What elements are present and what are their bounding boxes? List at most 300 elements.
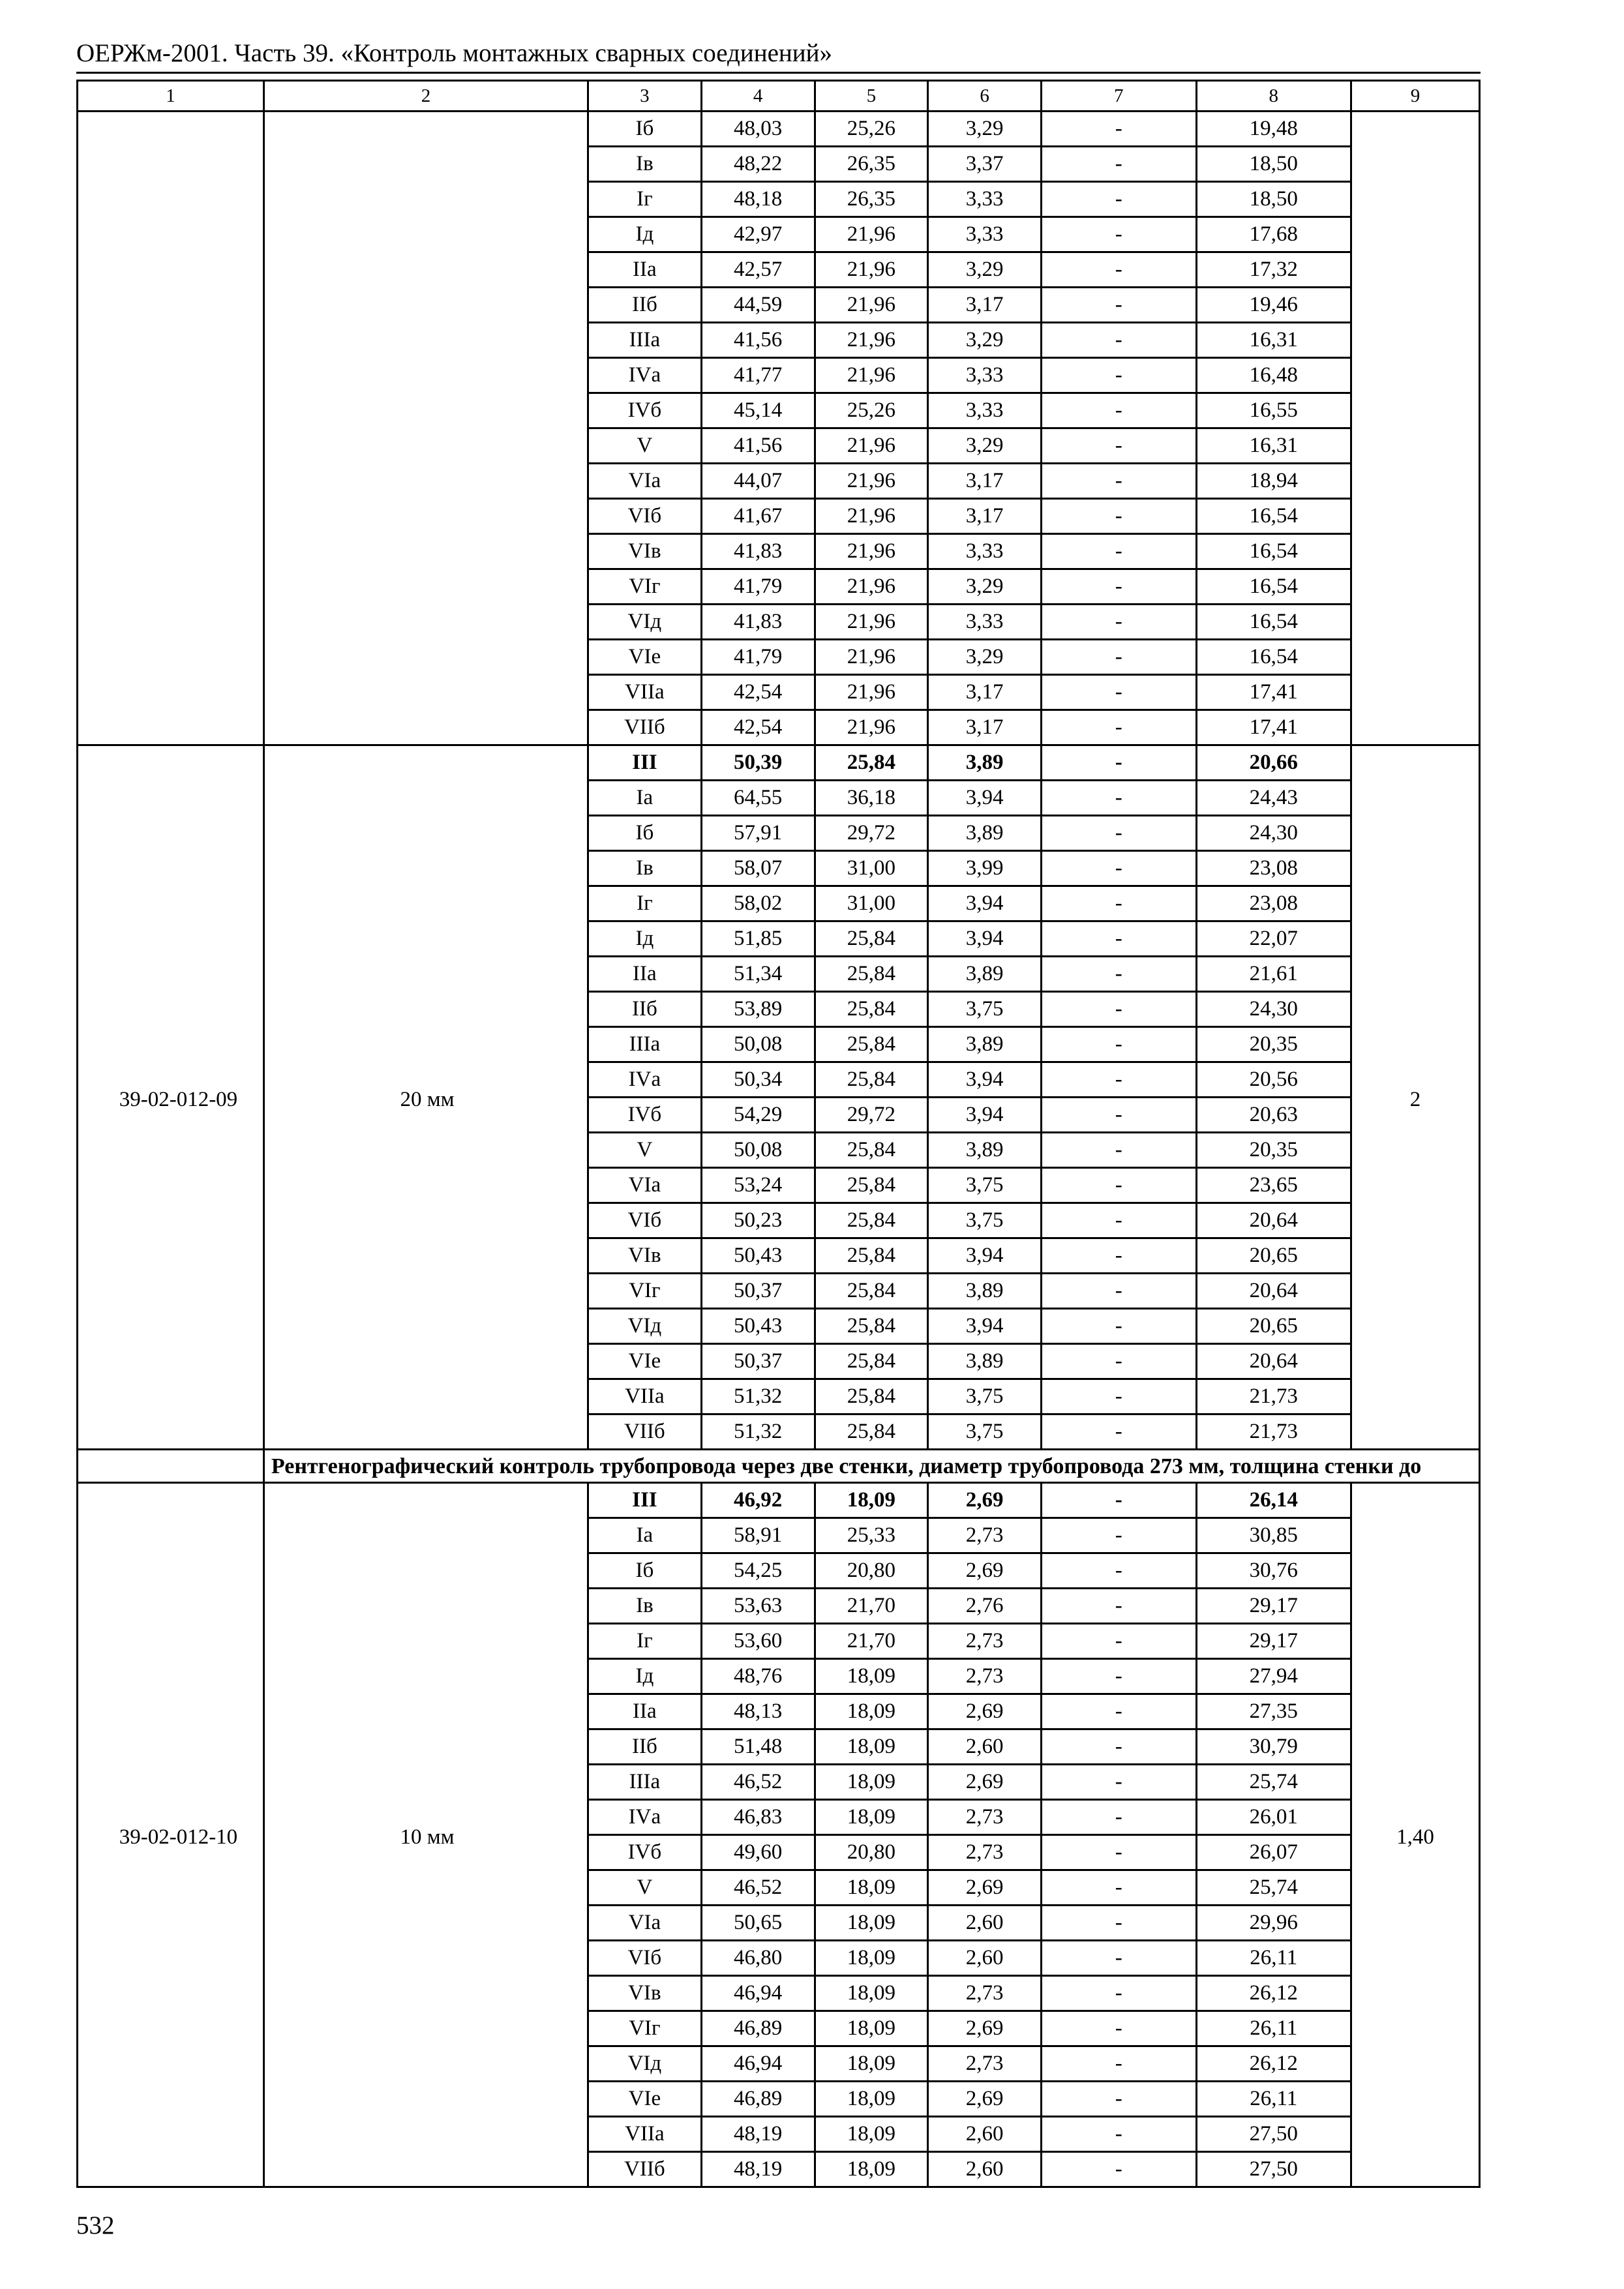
labor-cost: 18,09 — [815, 1483, 928, 1518]
labor-cost: 25,84 — [815, 992, 928, 1027]
machine-cost: 3,94 — [928, 886, 1042, 921]
zone-category: Iв — [588, 147, 702, 182]
zone-category: IVб — [588, 393, 702, 428]
labor-cost: 21,96 — [815, 569, 928, 605]
zone-category: Iб — [588, 1553, 702, 1589]
machine-wages: - — [1042, 1941, 1197, 1976]
zone-category: Iб — [588, 112, 702, 147]
machine-wages: - — [1042, 605, 1197, 640]
materials-cost: 17,41 — [1196, 675, 1351, 710]
labor-cost: 18,09 — [815, 1729, 928, 1765]
labor-cost: 18,09 — [815, 1906, 928, 1941]
machine-wages: - — [1042, 428, 1197, 464]
labor-cost: 21,96 — [815, 499, 928, 534]
total-cost: 44,59 — [701, 288, 815, 323]
zone-category: Iг — [588, 1624, 702, 1659]
machine-wages: - — [1042, 464, 1197, 499]
zone-category: VIе — [588, 1344, 702, 1379]
column-number: 5 — [815, 81, 928, 112]
materials-cost: 22,07 — [1196, 921, 1351, 957]
materials-cost: 16,54 — [1196, 499, 1351, 534]
machine-cost: 3,37 — [928, 147, 1042, 182]
zone-category: VIд — [588, 1309, 702, 1344]
total-cost: 51,48 — [701, 1729, 815, 1765]
materials-cost: 29,17 — [1196, 1589, 1351, 1624]
machine-wages: - — [1042, 1976, 1197, 2011]
zone-category: VIг — [588, 1274, 702, 1309]
materials-cost: 26,11 — [1196, 2082, 1351, 2117]
materials-cost: 27,35 — [1196, 1694, 1351, 1729]
zone-category: IVа — [588, 358, 702, 393]
zone-category: III — [588, 1483, 702, 1518]
machine-cost: 3,75 — [928, 1379, 1042, 1414]
labor-cost: 18,09 — [815, 1870, 928, 1906]
machine-wages: - — [1042, 1309, 1197, 1344]
machine-wages: - — [1042, 1659, 1197, 1694]
labor-cost: 18,09 — [815, 2011, 928, 2046]
total-cost: 50,34 — [701, 1062, 815, 1098]
machine-wages: - — [1042, 182, 1197, 217]
machine-wages: - — [1042, 781, 1197, 816]
labor-cost: 36,18 — [815, 781, 928, 816]
materials-cost: 29,96 — [1196, 1906, 1351, 1941]
machine-cost: 3,99 — [928, 851, 1042, 886]
machine-wages: - — [1042, 1344, 1197, 1379]
machine-cost: 3,89 — [928, 1344, 1042, 1379]
machine-cost: 2,60 — [928, 2152, 1042, 2187]
table-row — [78, 1483, 1480, 1518]
labor-cost: 25,26 — [815, 112, 928, 147]
machine-cost: 2,69 — [928, 1483, 1042, 1518]
total-cost: 51,85 — [701, 921, 815, 957]
machine-cost: 3,75 — [928, 992, 1042, 1027]
machine-cost: 2,60 — [928, 1729, 1042, 1765]
machine-wages: - — [1042, 1098, 1197, 1133]
page-number: 532 — [76, 2211, 115, 2239]
materials-cost: 30,79 — [1196, 1729, 1351, 1765]
labor-cost: 25,33 — [815, 1518, 928, 1553]
machine-cost: 2,73 — [928, 1659, 1042, 1694]
machine-wages: - — [1042, 147, 1197, 182]
materials-cost: 16,48 — [1196, 358, 1351, 393]
machine-cost: 3,29 — [928, 252, 1042, 288]
machine-cost: 3,33 — [928, 605, 1042, 640]
machine-wages: - — [1042, 957, 1197, 992]
zone-category: VIе — [588, 2082, 702, 2117]
machine-cost: 3,33 — [928, 358, 1042, 393]
machine-wages: - — [1042, 921, 1197, 957]
labor-cost: 21,96 — [815, 217, 928, 252]
total-cost: 58,02 — [701, 886, 815, 921]
materials-cost: 25,74 — [1196, 1870, 1351, 1906]
machine-cost: 3,94 — [928, 1062, 1042, 1098]
machine-cost: 2,73 — [928, 1518, 1042, 1553]
machine-wages: - — [1042, 2117, 1197, 2152]
column-number: 7 — [1042, 81, 1197, 112]
labor-cost: 18,09 — [815, 2046, 928, 2082]
machine-cost: 3,17 — [928, 288, 1042, 323]
zone-category: V — [588, 1133, 702, 1168]
machine-cost: 3,29 — [928, 569, 1042, 605]
machine-cost: 3,75 — [928, 1168, 1042, 1203]
zone-category: IVб — [588, 1835, 702, 1870]
materials-cost: 29,17 — [1196, 1624, 1351, 1659]
labor-cost: 18,09 — [815, 1941, 928, 1976]
labor-cost: 25,84 — [815, 1238, 928, 1274]
zone-category: IVб — [588, 1098, 702, 1133]
total-cost: 64,55 — [701, 781, 815, 816]
total-cost: 54,25 — [701, 1553, 815, 1589]
labor-cost: 25,84 — [815, 745, 928, 781]
total-cost: 50,43 — [701, 1309, 815, 1344]
total-cost: 41,77 — [701, 358, 815, 393]
total-cost: 42,57 — [701, 252, 815, 288]
column-number: 6 — [928, 81, 1042, 112]
total-cost: 50,37 — [701, 1344, 815, 1379]
materials-cost: 23,08 — [1196, 886, 1351, 921]
page-header: ОЕРЖм-2001. Часть 39. «Контроль монтажных сварных соединений» — [76, 39, 832, 67]
labor-cost: 21,96 — [815, 288, 928, 323]
zone-category: VIд — [588, 2046, 702, 2082]
materials-cost: 16,54 — [1196, 640, 1351, 675]
machine-cost: 2,69 — [928, 1765, 1042, 1800]
column-number: 2 — [263, 81, 588, 112]
total-cost: 50,37 — [701, 1274, 815, 1309]
labor-cost: 18,09 — [815, 2152, 928, 2187]
labor-cost: 21,96 — [815, 323, 928, 358]
labor-cost: 31,00 — [815, 851, 928, 886]
total-cost: 48,22 — [701, 147, 815, 182]
zone-category: Iа — [588, 1518, 702, 1553]
machine-wages: - — [1042, 816, 1197, 851]
labor-cost: 21,96 — [815, 534, 928, 569]
section-blank-cell — [78, 1450, 264, 1483]
total-cost: 53,63 — [701, 1589, 815, 1624]
labor-cost: 21,96 — [815, 605, 928, 640]
labor-cost: 18,09 — [815, 1659, 928, 1694]
materials-cost: 27,94 — [1196, 1659, 1351, 1694]
header-rule — [76, 72, 1481, 74]
materials-cost: 26,11 — [1196, 2011, 1351, 2046]
machine-cost: 3,17 — [928, 675, 1042, 710]
machine-wages: - — [1042, 569, 1197, 605]
zone-category: III — [588, 745, 702, 781]
labor-cost: 25,84 — [815, 921, 928, 957]
machine-cost: 2,69 — [928, 1694, 1042, 1729]
materials-cost: 20,64 — [1196, 1203, 1351, 1238]
labor-cost: 21,96 — [815, 710, 928, 745]
labor-cost: 18,09 — [815, 1765, 928, 1800]
machine-cost: 2,73 — [928, 1835, 1042, 1870]
zone-category: VIIа — [588, 2117, 702, 2152]
materials-cost: 19,46 — [1196, 288, 1351, 323]
total-cost: 51,32 — [701, 1414, 815, 1450]
machine-wages: - — [1042, 1589, 1197, 1624]
zone-category: VIг — [588, 569, 702, 605]
machine-cost: 3,89 — [928, 957, 1042, 992]
machine-wages: - — [1042, 499, 1197, 534]
total-cost: 46,94 — [701, 1976, 815, 2011]
wall-thickness: 10 мм — [263, 1483, 588, 2187]
table-row — [78, 745, 1480, 781]
total-cost: 50,08 — [701, 1027, 815, 1062]
machine-wages: - — [1042, 358, 1197, 393]
zone-category: VIIа — [588, 675, 702, 710]
total-cost: 42,54 — [701, 710, 815, 745]
total-cost: 46,89 — [701, 2011, 815, 2046]
total-cost: 41,56 — [701, 428, 815, 464]
materials-cost: 16,31 — [1196, 323, 1351, 358]
machine-cost: 3,29 — [928, 112, 1042, 147]
labor-cost: 26,35 — [815, 182, 928, 217]
rate-code: 39-02-012-09 — [78, 745, 264, 1450]
zone-category: VIб — [588, 1941, 702, 1976]
materials-cost: 26,11 — [1196, 1941, 1351, 1976]
zone-category: VIа — [588, 1906, 702, 1941]
materials-cost: 26,12 — [1196, 1976, 1351, 2011]
machine-cost: 3,94 — [928, 1238, 1042, 1274]
zone-category: IIб — [588, 992, 702, 1027]
labor-cost: 29,72 — [815, 816, 928, 851]
labor-cost: 20,80 — [815, 1553, 928, 1589]
machine-wages: - — [1042, 112, 1197, 147]
materials-cost: 24,30 — [1196, 992, 1351, 1027]
total-cost: 46,89 — [701, 2082, 815, 2117]
labor-cost: 21,96 — [815, 640, 928, 675]
materials-cost: 16,54 — [1196, 569, 1351, 605]
machine-cost: 2,73 — [928, 2046, 1042, 2082]
zone-category: IIб — [588, 288, 702, 323]
zone-category: VIб — [588, 499, 702, 534]
labor-cost: 29,72 — [815, 1098, 928, 1133]
machine-wages: - — [1042, 1062, 1197, 1098]
machine-cost: 3,17 — [928, 464, 1042, 499]
total-cost: 50,65 — [701, 1906, 815, 1941]
materials-cost: 24,43 — [1196, 781, 1351, 816]
total-cost: 48,18 — [701, 182, 815, 217]
labor-cost: 26,35 — [815, 147, 928, 182]
zone-category: Iд — [588, 217, 702, 252]
section-row — [78, 1450, 1480, 1483]
zone-category: Iб — [588, 816, 702, 851]
total-cost: 41,79 — [701, 569, 815, 605]
labor-cost: 25,84 — [815, 1379, 928, 1414]
machine-cost: 2,69 — [928, 2082, 1042, 2117]
machine-cost: 3,89 — [928, 1133, 1042, 1168]
column-number: 8 — [1196, 81, 1351, 112]
labor-cost: 18,09 — [815, 2082, 928, 2117]
labor-cost: 21,96 — [815, 358, 928, 393]
labor-cost: 25,84 — [815, 957, 928, 992]
total-cost: 45,14 — [701, 393, 815, 428]
labor-cost: 20,80 — [815, 1835, 928, 1870]
materials-cost: 20,64 — [1196, 1274, 1351, 1309]
labor-cost: 31,00 — [815, 886, 928, 921]
labor-cost: 18,09 — [815, 2117, 928, 2152]
labor-cost: 25,26 — [815, 393, 928, 428]
machine-cost: 2,73 — [928, 1800, 1042, 1835]
total-cost: 44,07 — [701, 464, 815, 499]
total-cost: 57,91 — [701, 816, 815, 851]
machine-cost: 3,33 — [928, 393, 1042, 428]
machine-wages: - — [1042, 710, 1197, 745]
machine-wages: - — [1042, 393, 1197, 428]
machine-cost: 2,73 — [928, 1976, 1042, 2011]
materials-cost: 26,12 — [1196, 2046, 1351, 2082]
coefficient: 1,40 — [1351, 1483, 1480, 2187]
machine-wages: - — [1042, 1133, 1197, 1168]
materials-cost: 26,01 — [1196, 1800, 1351, 1835]
labor-cost: 18,09 — [815, 1694, 928, 1729]
machine-wages: - — [1042, 1765, 1197, 1800]
labor-cost: 25,84 — [815, 1027, 928, 1062]
machine-cost: 3,33 — [928, 182, 1042, 217]
labor-cost: 25,84 — [815, 1274, 928, 1309]
total-cost: 46,52 — [701, 1870, 815, 1906]
materials-cost: 16,31 — [1196, 428, 1351, 464]
total-cost: 41,56 — [701, 323, 815, 358]
zone-category: Iд — [588, 921, 702, 957]
machine-wages: - — [1042, 1414, 1197, 1450]
total-cost: 51,32 — [701, 1379, 815, 1414]
machine-wages: - — [1042, 745, 1197, 781]
machine-wages: - — [1042, 1238, 1197, 1274]
machine-cost: 3,94 — [928, 921, 1042, 957]
machine-cost: 3,17 — [928, 710, 1042, 745]
zone-category: VIIб — [588, 1414, 702, 1450]
materials-cost: 30,76 — [1196, 1553, 1351, 1589]
total-cost: 48,19 — [701, 2152, 815, 2187]
zone-category: IIIа — [588, 323, 702, 358]
zone-category: VIа — [588, 1168, 702, 1203]
machine-cost: 3,94 — [928, 1098, 1042, 1133]
machine-cost: 3,29 — [928, 640, 1042, 675]
machine-wages: - — [1042, 851, 1197, 886]
machine-wages: - — [1042, 1835, 1197, 1870]
machine-wages: - — [1042, 992, 1197, 1027]
machine-wages: - — [1042, 640, 1197, 675]
column-number: 3 — [588, 81, 702, 112]
total-cost: 46,52 — [701, 1765, 815, 1800]
machine-cost: 3,89 — [928, 816, 1042, 851]
machine-cost: 2,60 — [928, 1906, 1042, 1941]
zone-category: IVа — [588, 1062, 702, 1098]
materials-cost: 20,56 — [1196, 1062, 1351, 1098]
zone-category: Iа — [588, 781, 702, 816]
total-cost: 42,54 — [701, 675, 815, 710]
machine-cost: 3,89 — [928, 1027, 1042, 1062]
total-cost: 53,24 — [701, 1168, 815, 1203]
zone-category: VIг — [588, 2011, 702, 2046]
materials-cost: 18,50 — [1196, 147, 1351, 182]
materials-cost: 16,54 — [1196, 534, 1351, 569]
rates-table — [76, 80, 1481, 2188]
machine-cost: 3,75 — [928, 1203, 1042, 1238]
materials-cost: 20,35 — [1196, 1027, 1351, 1062]
machine-cost: 3,29 — [928, 428, 1042, 464]
total-cost: 53,60 — [701, 1624, 815, 1659]
machine-cost: 3,89 — [928, 1274, 1042, 1309]
materials-cost: 25,74 — [1196, 1765, 1351, 1800]
column-number: 1 — [78, 81, 264, 112]
labor-cost: 21,70 — [815, 1624, 928, 1659]
total-cost: 53,89 — [701, 992, 815, 1027]
machine-cost: 3,94 — [928, 1309, 1042, 1344]
labor-cost: 21,96 — [815, 464, 928, 499]
materials-cost: 17,41 — [1196, 710, 1351, 745]
labor-cost: 25,84 — [815, 1309, 928, 1344]
zone-category: V — [588, 428, 702, 464]
machine-wages: - — [1042, 252, 1197, 288]
coefficient — [1351, 112, 1480, 745]
materials-cost: 17,32 — [1196, 252, 1351, 288]
total-cost: 50,39 — [701, 745, 815, 781]
machine-cost: 3,17 — [928, 499, 1042, 534]
machine-cost: 2,60 — [928, 2117, 1042, 2152]
machine-cost: 3,89 — [928, 745, 1042, 781]
zone-category: IIа — [588, 252, 702, 288]
materials-cost: 26,07 — [1196, 1835, 1351, 1870]
machine-cost: 3,75 — [928, 1414, 1042, 1450]
zone-category: VIIб — [588, 710, 702, 745]
materials-cost: 30,85 — [1196, 1518, 1351, 1553]
materials-cost: 20,35 — [1196, 1133, 1351, 1168]
total-cost: 48,03 — [701, 112, 815, 147]
materials-cost: 18,94 — [1196, 464, 1351, 499]
materials-cost: 20,66 — [1196, 745, 1351, 781]
labor-cost: 25,84 — [815, 1133, 928, 1168]
zone-category: IIIа — [588, 1765, 702, 1800]
zone-category: VIа — [588, 464, 702, 499]
machine-cost: 3,94 — [928, 781, 1042, 816]
materials-cost: 20,65 — [1196, 1238, 1351, 1274]
zone-category: Iг — [588, 886, 702, 921]
total-cost: 42,97 — [701, 217, 815, 252]
zone-category: VIIа — [588, 1379, 702, 1414]
materials-cost: 20,64 — [1196, 1344, 1351, 1379]
machine-wages: - — [1042, 1518, 1197, 1553]
labor-cost: 18,09 — [815, 1800, 928, 1835]
zone-category: IIIа — [588, 1027, 702, 1062]
machine-cost: 2,60 — [928, 1941, 1042, 1976]
materials-cost: 26,14 — [1196, 1483, 1351, 1518]
machine-wages: - — [1042, 675, 1197, 710]
total-cost: 48,19 — [701, 2117, 815, 2152]
machine-cost: 3,29 — [928, 323, 1042, 358]
zone-category: IVа — [588, 1800, 702, 1835]
machine-wages: - — [1042, 534, 1197, 569]
materials-cost: 21,73 — [1196, 1379, 1351, 1414]
total-cost: 51,34 — [701, 957, 815, 992]
labor-cost: 18,09 — [815, 1976, 928, 2011]
total-cost: 58,07 — [701, 851, 815, 886]
section-title: Рентгенографический контроль трубопровода через две стенки, диаметр трубопровода 273 мм, толщина стенки до — [263, 1450, 1479, 1483]
labor-cost: 21,96 — [815, 675, 928, 710]
zone-category: Iг — [588, 182, 702, 217]
table-row — [78, 112, 1480, 147]
machine-wages: - — [1042, 1694, 1197, 1729]
total-cost: 46,80 — [701, 1941, 815, 1976]
zone-category: VIв — [588, 534, 702, 569]
zone-category: VIв — [588, 1976, 702, 2011]
materials-cost: 24,30 — [1196, 816, 1351, 851]
column-number-row — [78, 81, 1480, 112]
materials-cost: 17,68 — [1196, 217, 1351, 252]
machine-wages: - — [1042, 2046, 1197, 2082]
labor-cost: 25,84 — [815, 1203, 928, 1238]
machine-cost: 2,69 — [928, 1870, 1042, 1906]
total-cost: 48,76 — [701, 1659, 815, 1694]
